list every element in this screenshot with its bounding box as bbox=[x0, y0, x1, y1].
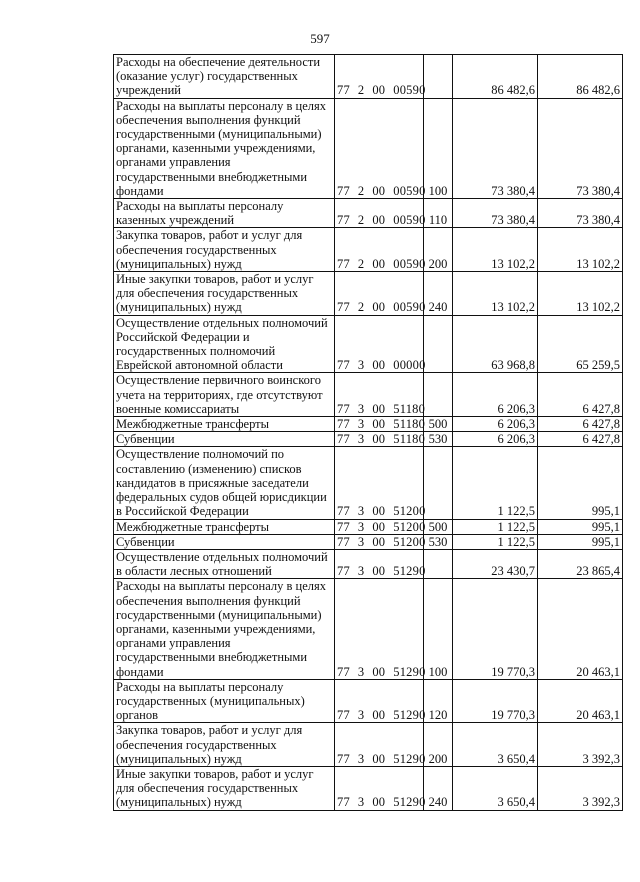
code-part: 00000 bbox=[393, 358, 426, 373]
code-part: 77 bbox=[337, 519, 350, 534]
code-part: 77 bbox=[337, 183, 350, 198]
code-part: 77 bbox=[337, 300, 350, 315]
code-part: 3 bbox=[357, 519, 365, 534]
code-part: 3 bbox=[357, 401, 365, 416]
amount-year2-cell: 20 463,1 bbox=[538, 579, 623, 679]
table-row bbox=[114, 679, 623, 723]
code-part: 00 bbox=[372, 664, 386, 679]
code-part: 3 bbox=[357, 417, 365, 432]
target-article-code-cell bbox=[335, 723, 424, 767]
target-article-code-cell bbox=[335, 432, 424, 447]
expense-type-cell bbox=[424, 373, 453, 417]
amount-year2-cell: 86 482,6 bbox=[538, 55, 623, 99]
target-article-code-cell bbox=[335, 549, 424, 578]
budget-table-body bbox=[114, 55, 623, 811]
code-part: 3 bbox=[357, 751, 365, 766]
expense-type-cell bbox=[424, 549, 453, 578]
code-part: 00 bbox=[372, 708, 386, 723]
expense-type-cell: 110 bbox=[424, 199, 453, 228]
amount-year2-cell: 65 259,5 bbox=[538, 315, 623, 373]
code-part: 00 bbox=[372, 432, 386, 447]
code-part: 00590 bbox=[393, 300, 426, 315]
code-part: 00 bbox=[372, 519, 386, 534]
code-part: 77 bbox=[337, 504, 350, 519]
expense-type-cell bbox=[424, 55, 453, 99]
amount-year2-cell: 995,1 bbox=[538, 534, 623, 549]
code-part: 00590 bbox=[393, 256, 426, 271]
code-part: 77 bbox=[337, 432, 350, 447]
table-row bbox=[114, 199, 623, 228]
expense-name-cell: Расходы на обеспечение деятельности (оказание услуг) государственных учреждений bbox=[114, 55, 335, 99]
code-part: 3 bbox=[357, 534, 365, 549]
code-part: 77 bbox=[337, 751, 350, 766]
code-part: 77 bbox=[337, 534, 350, 549]
code-part: 00 bbox=[372, 183, 386, 198]
expense-name-cell: Расходы на выплаты персоналу в целях обеспечения выполнения функций государственными (муниципальными) органами, казенными учреждениями, органами управления государственными внебюджетными фондами bbox=[114, 579, 335, 679]
code-part: 3 bbox=[357, 504, 365, 519]
target-article-code-cell bbox=[335, 679, 424, 723]
code-part: 77 bbox=[337, 664, 350, 679]
table-row bbox=[114, 549, 623, 578]
target-article-code-cell bbox=[335, 98, 424, 198]
target-article-code-cell bbox=[335, 534, 424, 549]
amount-year1-cell: 19 770,3 bbox=[453, 679, 538, 723]
code-part: 00 bbox=[372, 256, 386, 271]
target-article-code-cell bbox=[335, 228, 424, 272]
expense-type-cell: 530 bbox=[424, 432, 453, 447]
table-row bbox=[114, 519, 623, 534]
code-part: 51290 bbox=[393, 708, 426, 723]
amount-year1-cell: 63 968,8 bbox=[453, 315, 538, 373]
expense-name-cell: Закупка товаров, работ и услуг для обеспечения государственных (муниципальных) нужд bbox=[114, 228, 335, 272]
target-article-code-cell bbox=[335, 373, 424, 417]
code-part: 51290 bbox=[393, 564, 426, 579]
amount-year2-cell: 73 380,4 bbox=[538, 98, 623, 198]
table-row bbox=[114, 766, 623, 810]
target-article-code-cell bbox=[335, 315, 424, 373]
target-article-code-cell bbox=[335, 766, 424, 810]
amount-year2-cell: 23 865,4 bbox=[538, 549, 623, 578]
code-part: 00590 bbox=[393, 83, 426, 98]
code-part: 2 bbox=[357, 300, 365, 315]
table-row bbox=[114, 534, 623, 549]
amount-year1-cell: 6 206,3 bbox=[453, 432, 538, 447]
code-part: 2 bbox=[357, 83, 365, 98]
expense-name-cell: Межбюджетные трансферты bbox=[114, 519, 335, 534]
amount-year2-cell: 13 102,2 bbox=[538, 272, 623, 316]
code-part: 3 bbox=[357, 708, 365, 723]
expense-type-cell: 120 bbox=[424, 679, 453, 723]
table-row bbox=[114, 228, 623, 272]
table-row bbox=[114, 272, 623, 316]
amount-year1-cell: 86 482,6 bbox=[453, 55, 538, 99]
code-part: 3 bbox=[357, 358, 365, 373]
code-part: 3 bbox=[357, 664, 365, 679]
code-part: 2 bbox=[357, 183, 365, 198]
expense-name-cell: Осуществление отдельных полномочий Российской Федерации и государственных полномочий Еврейской автономной области bbox=[114, 315, 335, 373]
expense-name-cell: Субвенции bbox=[114, 432, 335, 447]
expense-type-cell: 240 bbox=[424, 766, 453, 810]
code-part: 3 bbox=[357, 795, 365, 810]
expense-name-cell: Расходы на выплаты персоналу казенных учреждений bbox=[114, 199, 335, 228]
code-part: 2 bbox=[357, 256, 365, 271]
code-part: 51290 bbox=[393, 795, 426, 810]
expense-type-cell: 200 bbox=[424, 228, 453, 272]
amount-year2-cell: 13 102,2 bbox=[538, 228, 623, 272]
amount-year2-cell: 6 427,8 bbox=[538, 417, 623, 432]
expense-type-cell: 240 bbox=[424, 272, 453, 316]
expense-type-cell: 500 bbox=[424, 417, 453, 432]
table-row bbox=[114, 315, 623, 373]
expense-type-cell: 200 bbox=[424, 723, 453, 767]
code-part: 00 bbox=[372, 401, 386, 416]
code-part: 51180 bbox=[393, 432, 426, 447]
amount-year1-cell: 19 770,3 bbox=[453, 579, 538, 679]
amount-year2-cell: 20 463,1 bbox=[538, 679, 623, 723]
code-part: 77 bbox=[337, 708, 350, 723]
amount-year1-cell: 3 650,4 bbox=[453, 723, 538, 767]
code-part: 77 bbox=[337, 213, 350, 228]
amount-year1-cell: 1 122,5 bbox=[453, 519, 538, 534]
code-part: 00 bbox=[372, 534, 386, 549]
expense-type-cell: 100 bbox=[424, 579, 453, 679]
table-row bbox=[114, 579, 623, 679]
target-article-code-cell bbox=[335, 447, 424, 519]
code-part: 00 bbox=[372, 300, 386, 315]
amount-year1-cell: 73 380,4 bbox=[453, 98, 538, 198]
table-row bbox=[114, 723, 623, 767]
expense-type-cell: 500 bbox=[424, 519, 453, 534]
expense-name-cell: Расходы на выплаты персоналу государственных (муниципальных) органов bbox=[114, 679, 335, 723]
code-part: 00590 bbox=[393, 213, 426, 228]
code-part: 77 bbox=[337, 564, 350, 579]
code-part: 00 bbox=[372, 751, 386, 766]
expense-name-cell: Субвенции bbox=[114, 534, 335, 549]
table-row bbox=[114, 55, 623, 99]
amount-year2-cell: 73 380,4 bbox=[538, 199, 623, 228]
expense-name-cell: Осуществление полномочий по составлению (изменению) списков кандидатов в присяжные заседатели федеральных судов общей юрисдикции в Российской Федерации bbox=[114, 447, 335, 519]
expense-name-cell: Расходы на выплаты персоналу в целях обеспечения выполнения функций государственными (муниципальными) органами, казенными учреждениями, органами управления государственными внебюджетными фондами bbox=[114, 98, 335, 198]
budget-table bbox=[113, 54, 623, 811]
code-part: 51200 bbox=[393, 534, 426, 549]
target-article-code-cell bbox=[335, 272, 424, 316]
code-part: 51180 bbox=[393, 417, 426, 432]
code-part: 77 bbox=[337, 83, 350, 98]
code-part: 51290 bbox=[393, 751, 426, 766]
code-part: 00 bbox=[372, 358, 386, 373]
target-article-code-cell bbox=[335, 579, 424, 679]
amount-year2-cell: 995,1 bbox=[538, 447, 623, 519]
table-row bbox=[114, 447, 623, 519]
target-article-code-cell bbox=[335, 199, 424, 228]
expense-type-cell: 100 bbox=[424, 98, 453, 198]
code-part: 51200 bbox=[393, 519, 426, 534]
target-article-code-cell bbox=[335, 519, 424, 534]
table-row bbox=[114, 98, 623, 198]
code-part: 77 bbox=[337, 358, 350, 373]
expense-name-cell: Иные закупки товаров, работ и услуг для обеспечения государственных (муниципальных) нужд bbox=[114, 272, 335, 316]
expense-name-cell: Осуществление первичного воинского учета на территориях, где отсутствуют военные комиссариаты bbox=[114, 373, 335, 417]
expense-type-cell bbox=[424, 447, 453, 519]
amount-year1-cell: 73 380,4 bbox=[453, 199, 538, 228]
code-part: 00 bbox=[372, 417, 386, 432]
code-part: 00 bbox=[372, 213, 386, 228]
code-part: 51180 bbox=[393, 401, 426, 416]
code-part: 51290 bbox=[393, 664, 426, 679]
amount-year1-cell: 13 102,2 bbox=[453, 272, 538, 316]
target-article-code-cell bbox=[335, 55, 424, 99]
amount-year1-cell: 1 122,5 bbox=[453, 447, 538, 519]
code-part: 3 bbox=[357, 564, 365, 579]
table-row bbox=[114, 432, 623, 447]
amount-year1-cell: 13 102,2 bbox=[453, 228, 538, 272]
code-part: 77 bbox=[337, 417, 350, 432]
expense-name-cell: Осуществление отдельных полномочий в области лесных отношений bbox=[114, 549, 335, 578]
target-article-code-cell bbox=[335, 417, 424, 432]
amount-year1-cell: 6 206,3 bbox=[453, 373, 538, 417]
expense-name-cell: Иные закупки товаров, работ и услуг для обеспечения государственных (муниципальных) нужд bbox=[114, 766, 335, 810]
amount-year2-cell: 3 392,3 bbox=[538, 723, 623, 767]
expense-type-cell bbox=[424, 315, 453, 373]
amount-year2-cell: 3 392,3 bbox=[538, 766, 623, 810]
code-part: 00 bbox=[372, 564, 386, 579]
expense-type-cell: 530 bbox=[424, 534, 453, 549]
expense-name-cell: Межбюджетные трансферты bbox=[114, 417, 335, 432]
code-part: 77 bbox=[337, 256, 350, 271]
code-part: 77 bbox=[337, 795, 350, 810]
code-part: 00 bbox=[372, 504, 386, 519]
amount-year1-cell: 1 122,5 bbox=[453, 534, 538, 549]
page-number: 597 bbox=[310, 31, 330, 46]
code-part: 77 bbox=[337, 401, 350, 416]
code-part: 00590 bbox=[393, 183, 426, 198]
code-part: 3 bbox=[357, 432, 365, 447]
table-row bbox=[114, 417, 623, 432]
amount-year2-cell: 6 427,8 bbox=[538, 432, 623, 447]
expense-name-cell: Закупка товаров, работ и услуг для обеспечения государственных (муниципальных) нужд bbox=[114, 723, 335, 767]
code-part: 51200 bbox=[393, 504, 426, 519]
amount-year1-cell: 3 650,4 bbox=[453, 766, 538, 810]
amount-year1-cell: 6 206,3 bbox=[453, 417, 538, 432]
code-part: 00 bbox=[372, 83, 386, 98]
amount-year1-cell: 23 430,7 bbox=[453, 549, 538, 578]
code-part: 00 bbox=[372, 795, 386, 810]
code-part: 2 bbox=[357, 213, 365, 228]
amount-year2-cell: 6 427,8 bbox=[538, 373, 623, 417]
amount-year2-cell: 995,1 bbox=[538, 519, 623, 534]
table-row bbox=[114, 373, 623, 417]
